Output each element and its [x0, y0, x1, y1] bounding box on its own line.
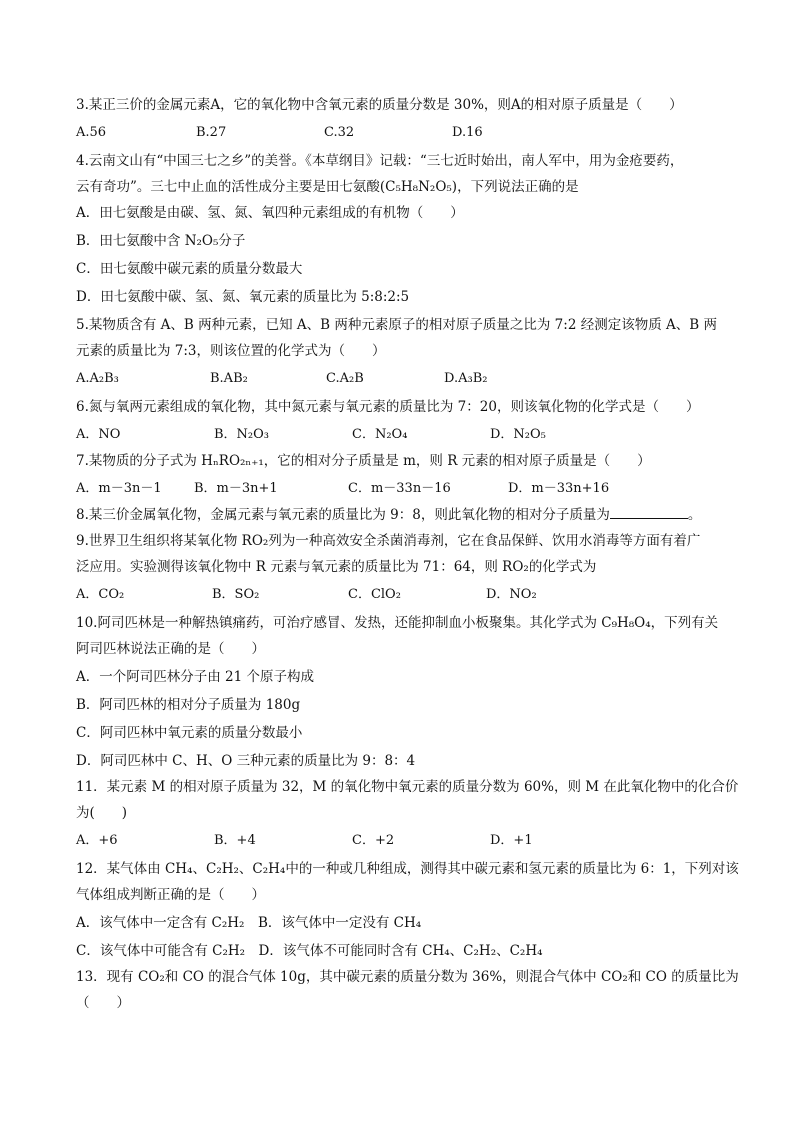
q10-option-a: A．一个阿司匹林分子由 21 个原子构成 [76, 669, 315, 685]
q11-option-d: D．+1 [490, 833, 533, 848]
q11-stem-line2: 为( ) [76, 805, 128, 821]
q9-stem-line1: 9.世界卫生组织将某氧化物 RO₂列为一种高效安全杀菌消毒剂，它在食品保鲜、饮用水消毒等方面有着广 [76, 533, 701, 549]
q5-option-a: A.A₂B₃ [76, 371, 119, 386]
q11-option-c: C．+2 [352, 833, 395, 848]
q9-option-b: B．SO₂ [212, 587, 260, 602]
q3-stem: 3.某正三价的金属元素A，它的氧化物中含氧元素的质量分数是 30%，则A的相对原子质量是（ ） [76, 97, 683, 113]
q10-stem-line1: 10.阿司匹林是一种解热镇痛药，可治疗感冒、发热，还能抑制血小板聚集。其化学式为 C₉H₈O₄，下列有关 [76, 615, 719, 631]
q12-stem-line2: 气体组成判断正确的是（ ） [76, 887, 265, 903]
q7-option-c: C．m－33n－16 [348, 481, 451, 496]
q5-stem-line1: 5.某物质含有 A、B 两种元素，已知 A、B 两种元素原子的相对原子质量之比为 7:2 经测定该物质 A、B 两 [76, 317, 717, 333]
q5-option-c: C.A₂B [326, 371, 364, 386]
q7-option-a: A．m－3n－1 [76, 481, 162, 496]
q10-option-c: C．阿司匹林中氧元素的质量分数最小 [76, 725, 303, 741]
q11-option-b: B．+4 [214, 833, 256, 848]
q4-option-c: C．田七氨酸中碳元素的质量分数最大 [76, 261, 303, 277]
q13-stem-line2: （ ） [76, 995, 130, 1011]
q9-option-a: A．CO₂ [76, 587, 125, 602]
q6-stem: 6.氮与氧两元素组成的氧化物，其中氮元素与氧元素的质量比为 7：20，则该氧化物的化学式是（ ） [76, 399, 700, 415]
q9-option-d: D．NO₂ [486, 587, 537, 602]
q10-stem-line2: 阿司匹林说法正确的是（ ） [76, 641, 265, 657]
q8-stem-end: 。 [687, 507, 702, 523]
q4-option-a: A．田七氨酸是由碳、氢、氮、氧四种元素组成的有机物（ ） [76, 205, 464, 221]
q8-stem [76, 506, 724, 524]
q5-stem-line2: 元素的质量比为 7:3，则该位置的化学式为（ ） [76, 343, 386, 359]
q8-answer-blank[interactable] [610, 506, 688, 519]
q6-option-c: C．N₂O₄ [352, 427, 408, 442]
q4-option-b: B．田七氨酸中含 N₂O₅分子 [76, 233, 246, 249]
q7-option-d: D．m－33n+16 [508, 481, 610, 496]
q11-stem-line1: 11．某元素 M 的相对原子质量为 32，M 的氧化物中氧元素的质量分数为 60%，则 M 在此氧化物中的化合价 [76, 779, 739, 795]
q12-options-line1: A．该气体中一定含有 C₂H₂ B．该气体中一定没有 CH₄ [76, 915, 422, 931]
q4-stem-line1: 4.云南文山有“中国三七之乡”的美誉。《本草纲目》记载：“三七近时始出，南人军中，用为金疮要药， [76, 153, 684, 169]
q3-option-a: A.56 [76, 125, 107, 140]
q3-option-d: D.16 [452, 125, 483, 140]
q11-option-a: A．+6 [76, 833, 118, 848]
q9-stem-line2: 泛应用。实验测得该氧化物中 R 元素与氧元素的质量比为 71：64，则 RO₂的化学式为 [76, 559, 597, 575]
q3-option-c: C.32 [324, 125, 355, 140]
q12-options-line2: C．该气体中可能含有 C₂H₂ D．该气体不可能同时含有 CH₄、C₂H₂、C₂H₄ [76, 943, 543, 959]
q10-option-b: B．阿司匹林的相对分子质量为 180g [76, 697, 301, 713]
q13-stem-line1: 13．现有 CO₂和 CO 的混合气体 10g，其中碳元素的质量分数为 36%，则混合气体中 CO₂和 CO 的质量比为 [76, 969, 739, 985]
q6-option-b: B．N₂O₃ [214, 427, 270, 442]
q12-stem-line1: 12．某气体由 CH₄、C₂H₂、C₂H₄中的一种或几种组成，测得其中碳元素和氢元素的质量比为 6：1，下列对该 [76, 861, 739, 877]
q9-option-c: C．ClO₂ [348, 587, 401, 602]
q7-stem: 7.某物质的分子式为 HₙRO₂ₙ₊₁，它的相对分子质量是 m，则 R 元素的相对原子质量是（ ） [76, 453, 651, 469]
q5-option-d: D.A₃B₂ [444, 371, 488, 386]
q7-option-b: B．m－3n+1 [194, 481, 278, 496]
q4-stem-line2: 云有奇功”。三七中止血的活性成分主要是田七氨酸(C₅H₈N₂O₅)，下列说法正确的是 [76, 179, 579, 195]
q4-option-d: D．田七氨酸中碳、氢、氮、氧元素的质量比为 5:8:2:5 [76, 289, 410, 305]
q8-stem-text: 8.某三价金属氧化物，金属元素与氧元素的质量比为 9：8，则此氧化物的相对分子质量为 [76, 507, 610, 523]
q3-option-b: B.27 [196, 125, 227, 140]
q6-option-a: A．NO [76, 427, 121, 442]
q10-option-d: D．阿司匹林中 C、H、O 三种元素的质量比为 9：8：4 [76, 753, 416, 769]
q6-option-d: D．N₂O₅ [490, 427, 546, 442]
q5-option-b: B.AB₂ [210, 371, 248, 386]
